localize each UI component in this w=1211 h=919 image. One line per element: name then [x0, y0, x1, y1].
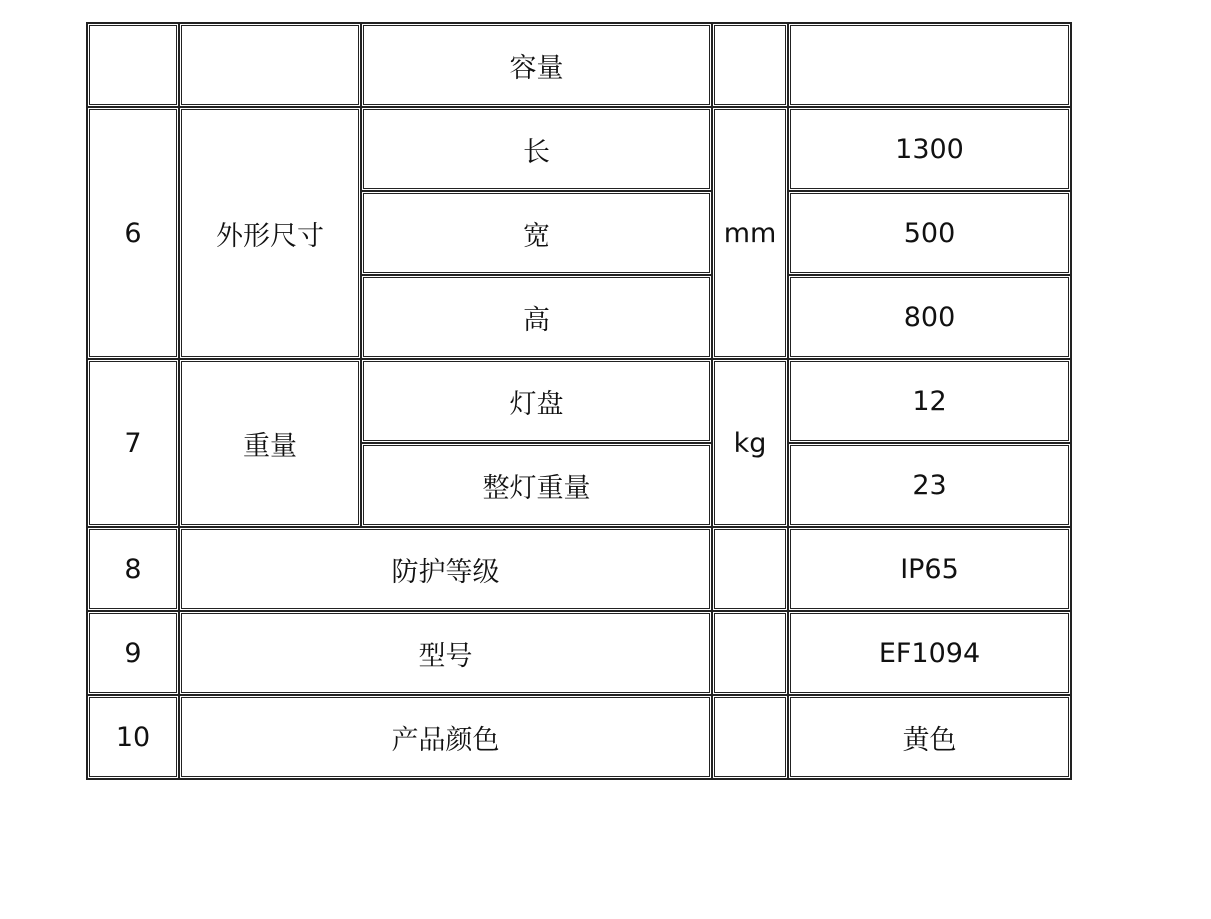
- item-name: 外形尺寸: [179, 107, 361, 359]
- unit: [712, 695, 788, 779]
- row-number: 10: [87, 695, 179, 779]
- table-row: [87, 611, 1071, 695]
- table-row: [87, 527, 1071, 611]
- item-name: 防护等级: [179, 527, 712, 611]
- item-name: 型号: [179, 611, 712, 695]
- sub-item: 容量: [361, 23, 712, 107]
- table-row: [87, 359, 1071, 443]
- value: [788, 23, 1071, 107]
- row-number: [87, 23, 179, 107]
- table-row: [87, 107, 1071, 191]
- value: 1300: [788, 107, 1071, 191]
- row-number: 8: [87, 527, 179, 611]
- row-number: 9: [87, 611, 179, 695]
- value: 800: [788, 275, 1071, 359]
- value: EF1094: [788, 611, 1071, 695]
- unit: [712, 527, 788, 611]
- sub-item: 高: [361, 275, 712, 359]
- sub-item: 整灯重量: [361, 443, 712, 527]
- value: 500: [788, 191, 1071, 275]
- unit: mm: [712, 107, 788, 359]
- value: 黄色: [788, 695, 1071, 779]
- spec-table: [86, 22, 1072, 780]
- value: IP65: [788, 527, 1071, 611]
- row-number: 7: [87, 359, 179, 527]
- table-row: [87, 23, 1071, 107]
- item-name: 重量: [179, 359, 361, 527]
- row-number: 6: [87, 107, 179, 359]
- table-row: [87, 695, 1071, 779]
- sub-item: 灯盘: [361, 359, 712, 443]
- value: 23: [788, 443, 1071, 527]
- sub-item: 长: [361, 107, 712, 191]
- sub-item: 宽: [361, 191, 712, 275]
- unit: [712, 611, 788, 695]
- item-name: [179, 23, 361, 107]
- value: 12: [788, 359, 1071, 443]
- unit: kg: [712, 359, 788, 527]
- item-name: 产品颜色: [179, 695, 712, 779]
- unit: [712, 23, 788, 107]
